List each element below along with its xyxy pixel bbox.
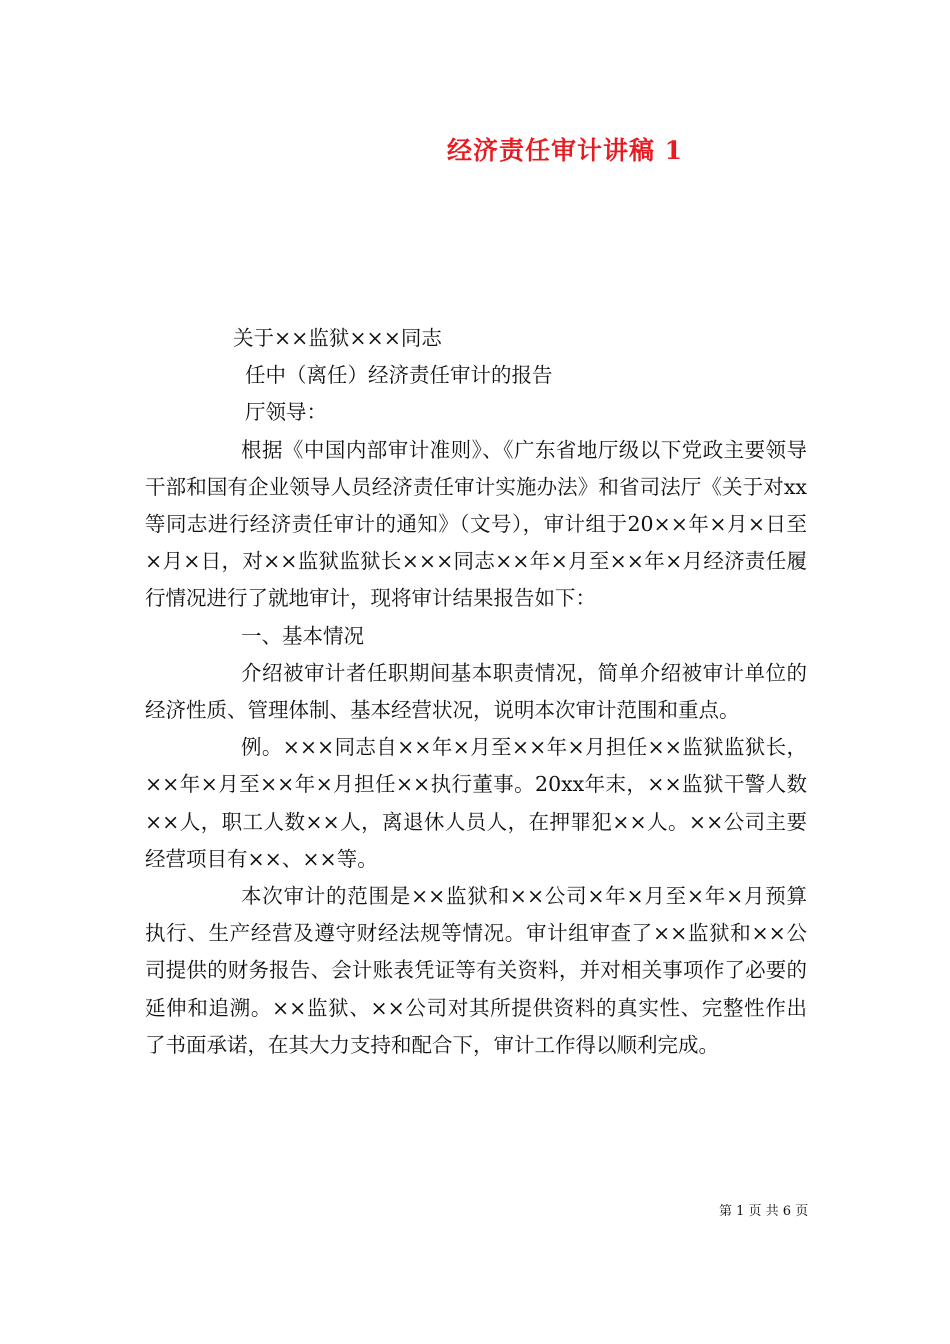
document-body <box>145 320 807 1064</box>
salutation: 厅领导： <box>245 400 327 425</box>
report-heading-line-2: 任中（离任）经济责任审计的报告 <box>245 363 553 388</box>
page-number: 第 1 页 共 6 页 <box>719 1204 809 1219</box>
section-heading-basic-info: 一、基本情况 <box>241 623 364 648</box>
document-title: 经济责任审计讲稿 1 <box>446 136 684 165</box>
paragraph-audit-scope: 本次审计的范围是××监狱和××公司×年×月至×年×月预算执行、生产经营及遵守财经法规等情况。审计组审查了××监狱和××公司提供的财务报告、会计账表凭证等有关资料，并对相关事项作了必要的延伸和追溯。××监狱、××公司对其所提供资料的真实性、完整性作出了书面承诺，在其大力支持和配合下，审计工作得以顺利完成。 <box>145 884 807 1057</box>
paragraph-basic-info: 介绍被审计者任职期间基本职责情况，简单介绍被审计单位的经济性质、管理体制、基本经营状况，说明本次审计范围和重点。 <box>145 660 807 723</box>
paragraph-intro: 根据《中国内部审计准则》、《广东省地厅级以下党政主要领导干部和国有企业领导人员经济责任审计实施办法》和省司法厅《关于对xx等同志进行经济责任审计的通知》（文号），审计组于20××年×月×日至×月×日，对××监狱监狱长×××同志××年×月至××年×月经济责任履行情况进行了就地审计，现将审计结果报告如下： <box>145 437 807 611</box>
paragraph-example: 例。×××同志自××年×月至××年×月担任××监狱监狱长，××年×月至××年×月担任××执行董事。20xx年末，××监狱干警人数××人，职工人数××人，离退休人员人，在押罪犯××人。××公司主要经营项目有××、××等。 <box>145 735 807 871</box>
report-heading-line-1: 关于××监狱×××同志 <box>233 326 442 350</box>
